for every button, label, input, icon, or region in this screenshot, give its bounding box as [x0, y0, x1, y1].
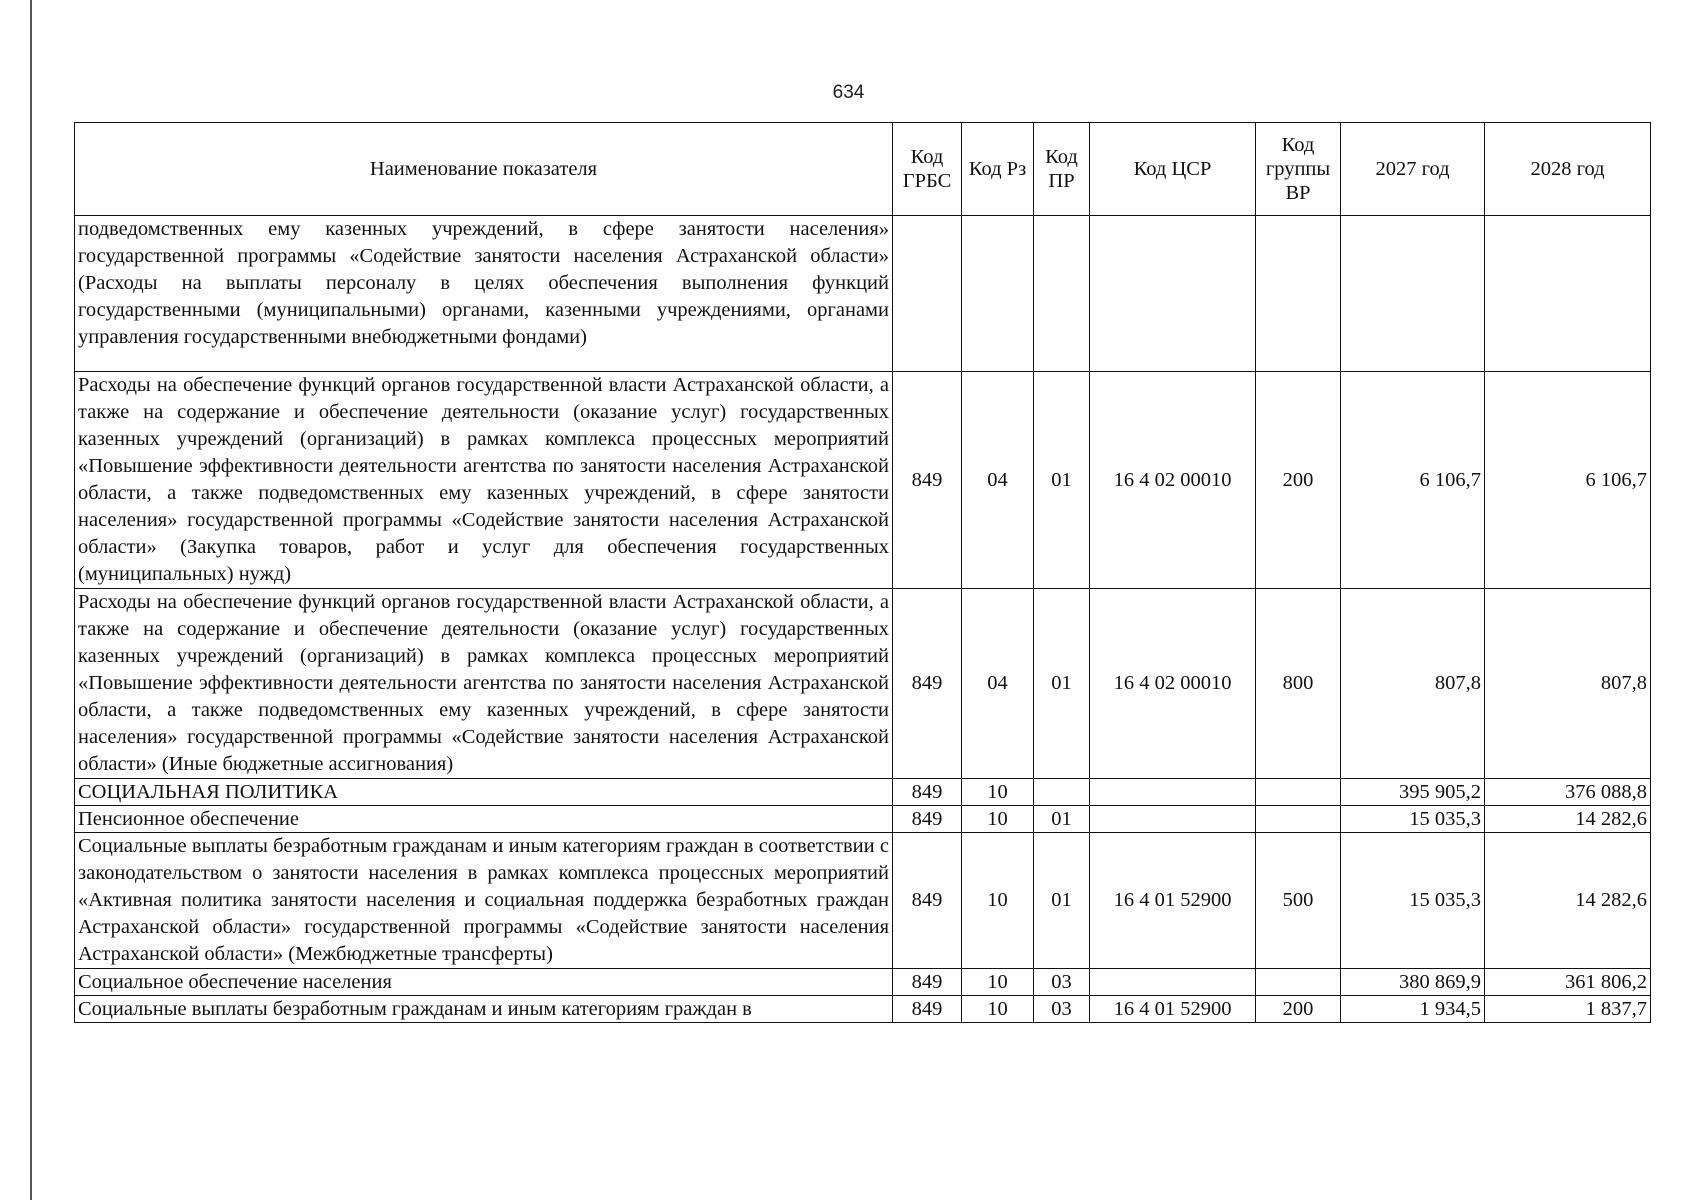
page-number: 634	[832, 82, 865, 103]
table-row	[75, 589, 1651, 779]
row-2028: 14 282,6	[1485, 833, 1651, 969]
row-csr	[1090, 779, 1256, 806]
row-grbs: 849	[893, 806, 962, 833]
row-rz: 10	[962, 806, 1034, 833]
row-2028: 361 806,2	[1485, 969, 1651, 996]
row-vr	[1256, 216, 1341, 372]
row-vr: 200	[1256, 372, 1341, 589]
row-2027: 807,8	[1341, 589, 1485, 779]
row-name: Социальные выплаты безработным гражданам и иным категориям граждан в соответствии с законодательством о занятости населения в рамках комплекса процессных мероприятий «Активная политика занятости населения и социальная поддержка безработных граждан Астраханской области» государственной программы «Содействие занятости населения Астраханской области» (Межбюджетные трансферты)	[75, 833, 893, 969]
row-2027: 395 905,2	[1341, 779, 1485, 806]
row-2028	[1485, 216, 1651, 372]
row-name: подведомственных ему казенных учреждений, в сфере занятости населения» государственной программы «Содействие занятости населения Астраханской области» (Расходы на выплаты персоналу в целях обеспечения выполнения функций государственными (муниципальными) органами, казенными учреждениями, органами управления государственными внебюджетными фондами)	[75, 216, 893, 372]
row-rz: 10	[962, 779, 1034, 806]
row-rz	[962, 216, 1034, 372]
subsection-name: Социальное обеспечение населения	[75, 969, 893, 996]
row-grbs: 849	[893, 996, 962, 1023]
row-vr	[1256, 806, 1341, 833]
table-header-row	[75, 123, 1651, 216]
table-row	[75, 833, 1651, 969]
row-rz: 10	[962, 833, 1034, 969]
row-csr	[1090, 806, 1256, 833]
row-grbs: 849	[893, 779, 962, 806]
row-2028: 376 088,8	[1485, 779, 1651, 806]
row-2027: 380 869,9	[1341, 969, 1485, 996]
row-vr: 500	[1256, 833, 1341, 969]
header-2027: 2027 год	[1341, 123, 1485, 216]
row-csr	[1090, 969, 1256, 996]
row-pr: 01	[1034, 806, 1090, 833]
row-pr: 03	[1034, 969, 1090, 996]
row-pr	[1034, 216, 1090, 372]
section-name: СОЦИАЛЬНАЯ ПОЛИТИКА	[75, 779, 893, 806]
row-vr: 200	[1256, 996, 1341, 1023]
row-2027: 15 035,3	[1341, 833, 1485, 969]
row-grbs: 849	[893, 589, 962, 779]
table-row-subsection	[75, 806, 1651, 833]
row-pr	[1034, 779, 1090, 806]
row-name: Социальные выплаты безработным гражданам и иным категориям граждан в	[75, 996, 893, 1023]
row-name: Расходы на обеспечение функций органов государственной власти Астраханской области, а также на содержание и обеспечение деятельности (оказание услуг) государственных казенных учреждений (организаций) в рамках комплекса процессных мероприятий «Повышение эффективности деятельности агентства по занятости населения Астраханской области, а также подведомственных ему казенных учреждений, в сфере занятости населения» государственной программы «Содействие занятости населения Астраханской области» (Иные бюджетные ассигнования)	[75, 589, 893, 779]
budget-table	[74, 122, 1651, 1023]
row-grbs: 849	[893, 969, 962, 996]
header-pr: Код ПР	[1034, 123, 1090, 216]
table-row	[75, 372, 1651, 589]
row-csr	[1090, 216, 1256, 372]
header-2028: 2028 год	[1485, 123, 1651, 216]
row-2027: 6 106,7	[1341, 372, 1485, 589]
left-margin-line	[30, 0, 32, 1200]
row-rz: 04	[962, 372, 1034, 589]
row-pr: 03	[1034, 996, 1090, 1023]
row-name: Расходы на обеспечение функций органов государственной власти Астраханской области, а также на содержание и обеспечение деятельности (оказание услуг) государственных казенных учреждений (организаций) в рамках комплекса процессных мероприятий «Повышение эффективности деятельности агентства по занятости населения Астраханской области, а также подведомственных ему казенных учреждений, в сфере занятости населения» государственной программы «Содействие занятости населения Астраханской области» (Закупка товаров, работ и услуг для обеспечения государственных (муниципальных) нужд)	[75, 372, 893, 589]
row-grbs	[893, 216, 962, 372]
row-rz: 04	[962, 589, 1034, 779]
row-csr: 16 4 01 52900	[1090, 996, 1256, 1023]
row-grbs: 849	[893, 833, 962, 969]
row-vr	[1256, 779, 1341, 806]
header-vr: Код группы ВР	[1256, 123, 1341, 216]
table-row-subsection	[75, 969, 1651, 996]
table-row	[75, 216, 1651, 372]
row-csr: 16 4 02 00010	[1090, 589, 1256, 779]
row-csr: 16 4 01 52900	[1090, 833, 1256, 969]
row-vr: 800	[1256, 589, 1341, 779]
table-row-section	[75, 779, 1651, 806]
row-vr	[1256, 969, 1341, 996]
header-rz: Код Рз	[962, 123, 1034, 216]
header-csr: Код ЦСР	[1090, 123, 1256, 216]
row-2028: 1 837,7	[1485, 996, 1651, 1023]
subsection-name: Пенсионное обеспечение	[75, 806, 893, 833]
row-pr: 01	[1034, 589, 1090, 779]
row-pr: 01	[1034, 372, 1090, 589]
row-2028: 14 282,6	[1485, 806, 1651, 833]
row-2027: 1 934,5	[1341, 996, 1485, 1023]
header-grbs: Код ГРБС	[893, 123, 962, 216]
row-2027	[1341, 216, 1485, 372]
row-rz: 10	[962, 996, 1034, 1023]
row-rz: 10	[962, 969, 1034, 996]
row-2028: 6 106,7	[1485, 372, 1651, 589]
table-row	[75, 996, 1651, 1023]
header-name: Наименование показателя	[75, 123, 893, 216]
row-csr: 16 4 02 00010	[1090, 372, 1256, 589]
row-pr: 01	[1034, 833, 1090, 969]
row-grbs: 849	[893, 372, 962, 589]
row-2027: 15 035,3	[1341, 806, 1485, 833]
row-2028: 807,8	[1485, 589, 1651, 779]
